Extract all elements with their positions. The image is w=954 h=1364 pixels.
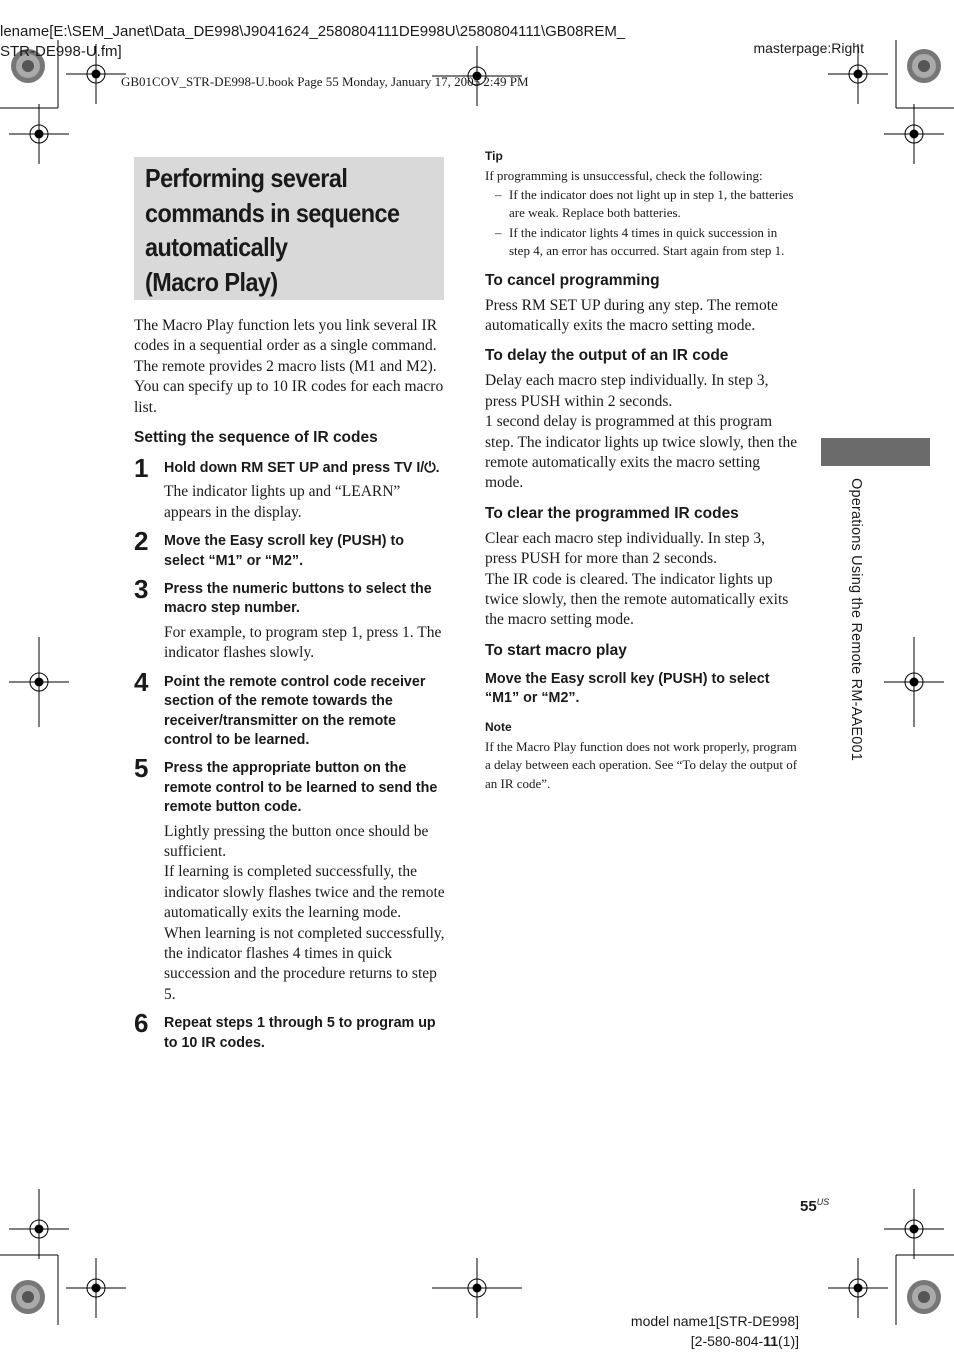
tip-item bbox=[485, 186, 800, 223]
title-line-4: (Macro Play) bbox=[145, 266, 278, 297]
note-body: If the Macro Play function does not work properly, program a delay between each operation. See “To delay the output of an IR code”. bbox=[485, 738, 798, 791]
clear-body-1: Clear each macro step individually. In step 3, press PUSH for more than 2 seconds. bbox=[485, 529, 766, 568]
step-number: 1 bbox=[134, 453, 149, 484]
step-number: 6 bbox=[134, 1008, 149, 1039]
delay-body-2: 1 second delay is programmed at this program step. The indicator lights up twice slowly, then the remote automatically exits the macro setting mode. bbox=[485, 413, 798, 492]
setting-heading: Setting the sequence of IR codes bbox=[134, 429, 378, 447]
page-number-suffix: US bbox=[816, 1197, 830, 1207]
step-title: Point the remote control code receiver section of the remote towards the receiver/transmitter on the remote control to be learned. bbox=[164, 673, 426, 748]
clear-heading: To clear the programmed IR codes bbox=[485, 504, 739, 522]
header-book-info: GB01COV_STR-DE998-U.book Page 55 Monday, January 17, 2005 2:49 PM bbox=[121, 74, 529, 89]
filename-line-1: lename[E:\SEM_Janet\Data_DE998\J9041624_2580804111DE998U\2580804111\GB08REM_ bbox=[0, 23, 626, 40]
footer-code-suffix: (1)] bbox=[778, 1333, 799, 1349]
side-section-label: Operations Using the Remote RM-AAE001 bbox=[848, 478, 864, 762]
step-2 bbox=[134, 526, 446, 571]
title-line-2: commands in sequence bbox=[145, 197, 400, 228]
delay-heading: To delay the output of an IR code bbox=[485, 347, 729, 365]
side-tab-marker bbox=[821, 438, 930, 466]
step-body: Lightly pressing the button once should be sufficient. bbox=[164, 822, 429, 860]
step-number: 3 bbox=[134, 574, 149, 605]
cancel-body: Press RM SET UP during any step. The remote automatically exits the macro setting mode. bbox=[485, 296, 778, 334]
tip-item-text: If the indicator lights 4 times in quick succession in step 4, an error has occurred. Start again from step 1. bbox=[509, 224, 785, 258]
step-3 bbox=[134, 574, 446, 664]
dash-glyph: – bbox=[495, 224, 502, 240]
dash-glyph: – bbox=[495, 186, 502, 202]
step-number: 5 bbox=[134, 753, 149, 784]
step-number: 2 bbox=[134, 526, 149, 557]
header-masterpage: masterpage:Right bbox=[753, 40, 864, 56]
step-6 bbox=[134, 1008, 446, 1053]
note-label: Note bbox=[485, 719, 512, 734]
filename-line-2: STR-DE998-U.fm] bbox=[0, 43, 122, 60]
step-title: Repeat steps 1 through 5 to program up to 10 IR codes. bbox=[164, 1015, 436, 1051]
step-title: Move the Easy scroll key (PUSH) to select “M1” or “M2”. bbox=[164, 533, 404, 569]
step-title: Press the numeric buttons to select the macro step number. bbox=[164, 581, 432, 617]
step-5 bbox=[134, 753, 446, 1005]
tip-item-text: If the indicator does not light up in step 1, the batteries are weak. Replace both batteries. bbox=[509, 186, 794, 220]
step-title: Press the appropriate button on the remote control to be learned to send the remote button code. bbox=[164, 760, 438, 816]
step-body: For example, to program step 1, press 1. The indicator flashes slowly. bbox=[164, 623, 442, 662]
page-number-value: 55 bbox=[800, 1198, 817, 1215]
tip-item bbox=[485, 224, 800, 261]
left-column bbox=[134, 316, 446, 1053]
title-line-3: automatically bbox=[145, 232, 288, 262]
header-filename bbox=[0, 22, 625, 62]
footer-line-1: model name1[STR-DE998] bbox=[630, 1313, 799, 1329]
title-line-1: Performing several bbox=[145, 163, 348, 193]
footer-code-bold: 11 bbox=[763, 1333, 778, 1349]
step-body: If learning is completed successfully, the indicator slowly flashes twice and the remote automatically exits the learning mode. bbox=[164, 863, 445, 922]
clear-body-2: The IR code is cleared. The indicator lights up twice slowly, then the remote automatically exits the macro setting mode. bbox=[485, 570, 789, 629]
start-instruction: Move the Easy scroll key (PUSH) to select “M1” or “M2”. bbox=[485, 670, 770, 707]
delay-body-1: Delay each macro step individually. In step 3, press PUSH within 2 seconds. bbox=[485, 372, 769, 410]
tip-intro: If programming is unsuccessful, check the following: bbox=[485, 168, 763, 183]
tip-label: Tip bbox=[485, 149, 503, 163]
cancel-heading: To cancel programming bbox=[485, 271, 660, 289]
page-number bbox=[800, 1197, 829, 1215]
title-box bbox=[134, 157, 444, 300]
page-title bbox=[145, 161, 442, 299]
footer-code-prefix: [2-580-804- bbox=[690, 1333, 764, 1349]
footer-model-info bbox=[631, 1311, 799, 1351]
step-number: 4 bbox=[134, 666, 149, 697]
start-heading: To start macro play bbox=[485, 641, 627, 659]
step-1 bbox=[134, 453, 446, 523]
right-column bbox=[485, 148, 800, 793]
step-4 bbox=[134, 666, 446, 751]
footer-line-2 bbox=[631, 1331, 799, 1351]
intro-paragraph: The Macro Play function lets you link several IR codes in a sequential order as a single command. The remote provides 2 macro lists (M1 and M2). You can specify up to 10 IR codes for each macro list. bbox=[134, 317, 444, 416]
step-title: Hold down RM SET UP and press TV I/⏻. bbox=[164, 460, 440, 477]
step-body: The indicator lights up and “LEARN” appears in the display. bbox=[164, 483, 401, 521]
step-body: When learning is not completed successfully, the indicator flashes 4 times in quick succession and the procedure returns to step 5. bbox=[164, 924, 445, 1003]
